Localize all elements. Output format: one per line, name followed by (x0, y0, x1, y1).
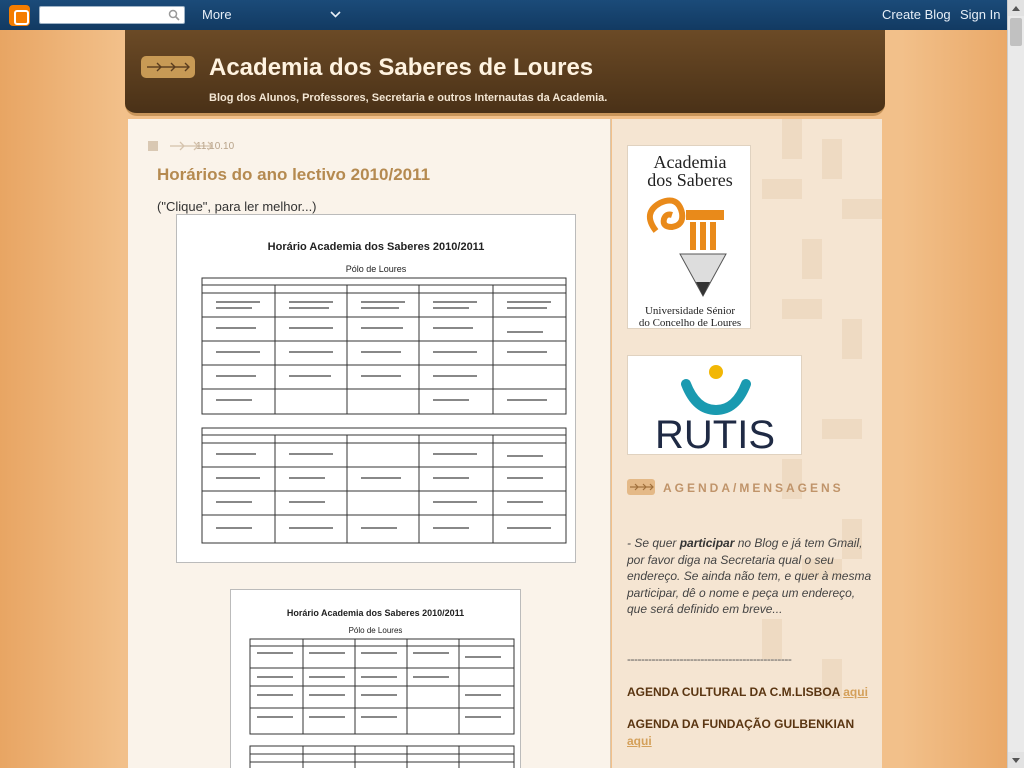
agenda-heading: AGENDA/MENSAGENS (663, 481, 844, 495)
message-bold: participar (679, 536, 735, 550)
agenda-gulbenkian-link[interactable]: aqui (627, 734, 652, 748)
agenda-gulbenkian-label: AGENDA DA FUNDAÇÃO GULBENKIAN (627, 717, 855, 731)
logo-word-dos-saberes: dos Saberes (647, 170, 733, 190)
divider-line: ----------------------------------------------- (627, 652, 792, 666)
blogger-logo-icon[interactable] (9, 5, 30, 26)
arrows-decoration-icon (141, 56, 195, 78)
academia-logo-image (628, 146, 752, 330)
logo-word-universidade: Universidade Sénior (644, 305, 736, 317)
timetable-image-2[interactable] (230, 589, 521, 768)
rutis-text: RUTIS (655, 413, 775, 456)
agenda-cultural-item (627, 685, 868, 699)
blogger-navbar (0, 0, 1024, 30)
timetable-grid-2 (249, 638, 515, 768)
blog-description: Blog dos Alunos, Professores, Secretaria e outros Internautas da Academia. (209, 92, 608, 104)
timetable-subtitle: Pólo de Loures (345, 264, 407, 274)
participation-message (627, 535, 872, 618)
sidebar (612, 119, 882, 768)
timetable-title: Horário Academia dos Saberes 2010/2011 (267, 241, 485, 253)
sign-in-link[interactable]: Sign In (960, 7, 1001, 22)
blog-title[interactable]: Academia dos Saberes de Loures (209, 54, 594, 81)
vertical-scrollbar[interactable] (1007, 0, 1024, 768)
agenda-cultural-link[interactable]: aqui (843, 685, 868, 699)
logo-word-concelho: do Concelho de Loures (638, 317, 742, 329)
rutis-logo[interactable] (627, 355, 802, 455)
scroll-up-arrow-icon[interactable] (1008, 0, 1024, 16)
agenda-cultural-label: AGENDA CULTURAL DA C.M.LISBOA (627, 685, 840, 699)
scroll-down-arrow-icon[interactable] (1008, 752, 1024, 768)
timetable-image[interactable] (176, 214, 576, 563)
scroll-thumb[interactable] (1010, 18, 1022, 46)
rutis-logo-image (628, 356, 803, 456)
message-rest: no Blog e já tem Gmail, por favor diga na Secretaria qual o seu endereço. Se ainda não tem, e quer à mesma participar, dê o nome e peça um endereço, que será definido em breve... (627, 536, 872, 616)
section-arrows-icon (627, 479, 655, 495)
agenda-gulbenkian-item (627, 717, 854, 731)
academia-dos-saberes-logo[interactable] (627, 145, 751, 329)
post-intro-text: ("Clique", para ler melhor...) (157, 199, 317, 214)
timetable-title-2: Horário Academia dos Saberes 2010/2011 (286, 608, 465, 618)
timetable-grid (201, 277, 567, 555)
logo-word-academia: Academia (653, 152, 727, 172)
more-menu-button[interactable]: More (202, 7, 232, 22)
post-date: 11.10.10 (196, 141, 235, 152)
date-marker (148, 141, 158, 151)
timetable-subtitle-2: Pólo de Loures (348, 626, 403, 635)
message-prefix: - Se quer (627, 536, 680, 550)
chevron-down-icon[interactable] (329, 8, 342, 21)
main-column (128, 119, 611, 768)
post-title[interactable]: Horários do ano lectivo 2010/2011 (157, 165, 431, 184)
create-blog-link[interactable]: Create Blog (882, 7, 951, 22)
search-icon[interactable] (168, 9, 180, 21)
search-input[interactable] (39, 6, 185, 24)
blog-header (125, 30, 885, 116)
